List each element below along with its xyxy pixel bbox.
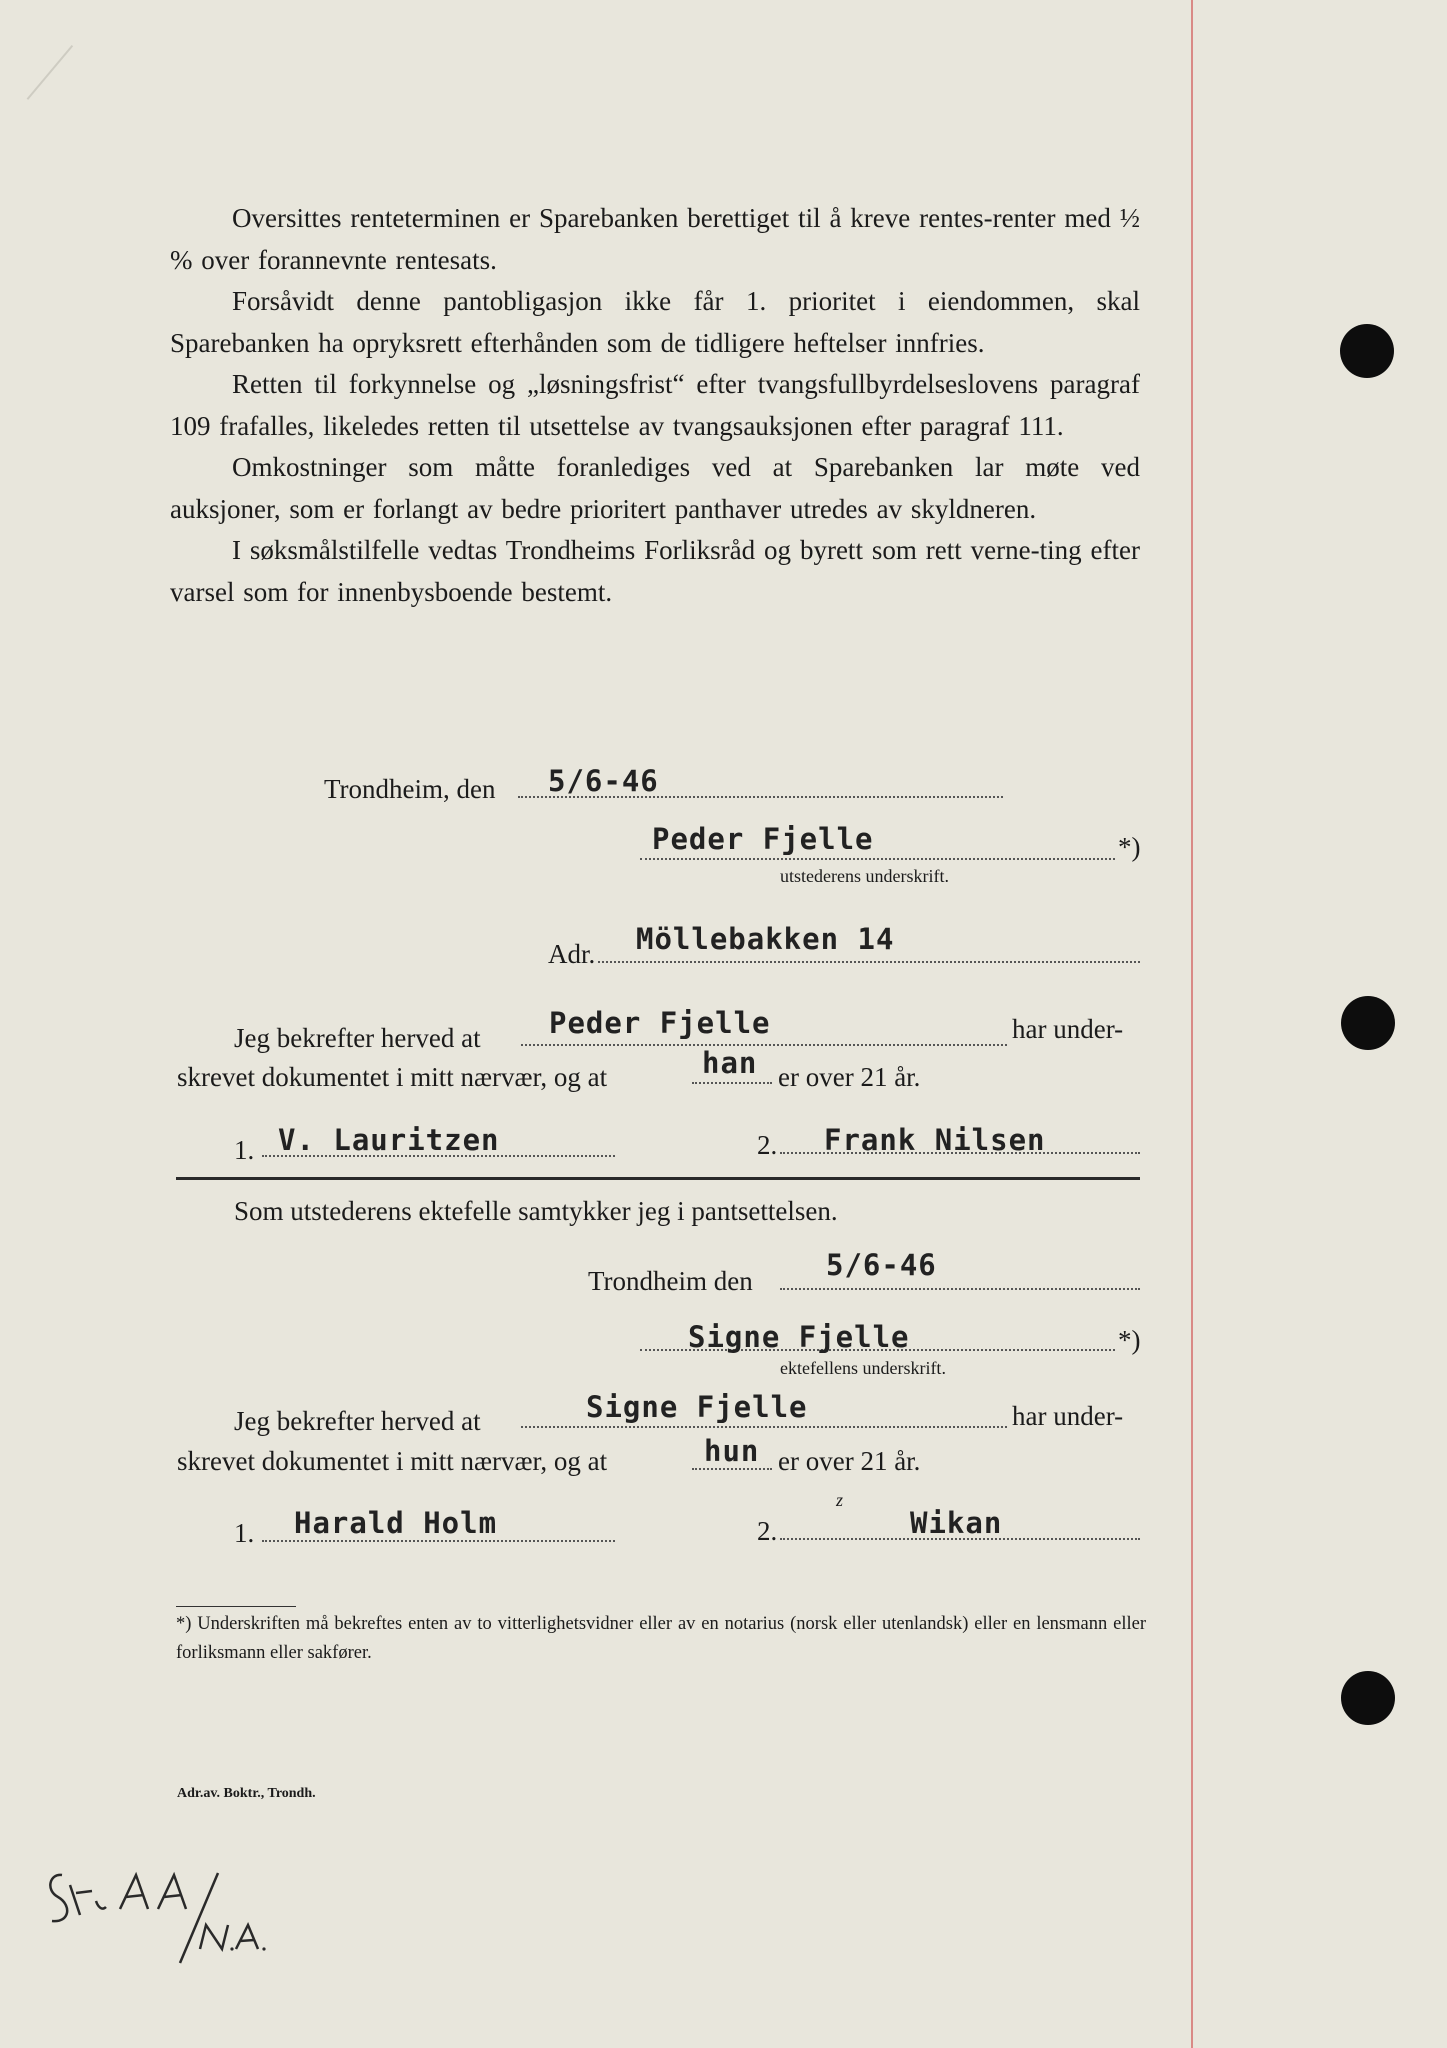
witness2-pronoun-line xyxy=(692,1468,772,1470)
paragraph-2: Forsåvidt denne pantobligasjon ikke får 1. prioritet i eiendommen, skal Sparebanken ha opryksrett efterhånden som de tidligere heftelser innfries. xyxy=(170,286,1140,358)
handwritten-annotation xyxy=(40,1845,300,1975)
witness1-signature-2: Frank Nilsen xyxy=(824,1123,1046,1157)
issuer-signature-line xyxy=(640,858,1115,860)
issue-date: 5/6-46 xyxy=(548,764,659,798)
issuer-footnote-mark: *) xyxy=(1118,832,1141,862)
section-divider xyxy=(176,1177,1140,1180)
paragraph-1: Oversittes renteterminen er Sparebanken berettiget til å kreve rentes-renter med ½ % over forannevnte rentesats. xyxy=(170,203,1140,275)
witness1-signer-name: Peder Fjelle xyxy=(549,1006,771,1040)
witness2-name-line xyxy=(521,1426,1007,1428)
paragraph-5: I søksmålstilfelle vedtas Trondheims Forliksråd og byrett som rett verne-ting efter varsel som for innenbysboende bestemt. xyxy=(170,535,1140,607)
witness1-number-2: 2. xyxy=(757,1130,778,1160)
witness1-pronoun-line xyxy=(692,1082,772,1084)
spouse-place-label: Trondheim den xyxy=(588,1266,753,1296)
spouse-date-line xyxy=(780,1288,1140,1290)
place-date-label: Trondheim, den xyxy=(324,774,496,804)
witness1-name-line xyxy=(521,1044,1007,1046)
terms-text xyxy=(170,198,1140,613)
witness2-line2-suffix: er over 21 år. xyxy=(778,1446,921,1476)
witness1-line2-prefix: skrevet dokumentet i mitt nærvær, og at xyxy=(177,1062,608,1092)
issuer-signature: Peder Fjelle xyxy=(652,822,874,856)
spouse-signature-caption: ektefellens underskrift. xyxy=(780,1358,946,1378)
address-line xyxy=(598,961,1140,963)
witness2-initial-mark: z xyxy=(836,1490,844,1510)
witness2-prefix: Jeg bekrefter herved at xyxy=(234,1406,481,1436)
footnote-rule xyxy=(176,1606,296,1607)
witness2-signature-2: Wikan xyxy=(910,1506,1003,1540)
witness2-line2-prefix: skrevet dokumentet i mitt nærvær, og at xyxy=(177,1446,608,1476)
witness2-number-2: 2. xyxy=(757,1516,778,1546)
witness2-signer-name: Signe Fjelle xyxy=(586,1390,808,1424)
punch-hole-2 xyxy=(1341,996,1395,1050)
witness2-number-1: 1. xyxy=(234,1518,255,1548)
issuer-address: Möllebakken 14 xyxy=(636,922,895,956)
punch-hole-3 xyxy=(1341,1671,1395,1725)
footnote: *) Underskriften må bekreftes enten av to vitterlighetsvidner eller av en notarius (norsk eller utenlandsk) eller en lensmann eller forliksmann eller sakfører. xyxy=(176,1614,1146,1663)
punch-hole-1 xyxy=(1340,324,1394,378)
paragraph-4: Omkostninger som måtte foranlediges ved at Sparebanken lar møte ved auksjoner, som er forlangt av bedre prioritert panthaver utredes av skyldneren. xyxy=(170,452,1140,524)
witness2-signature-1: Harald Holm xyxy=(294,1506,498,1540)
witness1-signature-1: V. Lauritzen xyxy=(278,1123,500,1157)
red-margin-line xyxy=(1191,0,1193,2048)
witness2-suffix: har under- xyxy=(1012,1401,1124,1431)
spouse-signature: Signe Fjelle xyxy=(688,1320,910,1354)
witness2-pronoun: hun xyxy=(704,1434,760,1468)
printer-imprint: Adr.av. Boktr., Trondh. xyxy=(177,1786,316,1801)
witness1-prefix: Jeg bekrefter herved at xyxy=(234,1023,481,1053)
witness1-suffix: har under- xyxy=(1012,1014,1124,1044)
witness2-sig1-line xyxy=(262,1540,615,1542)
issuer-signature-caption: utstederens underskrift. xyxy=(780,866,949,886)
witness1-number-1: 1. xyxy=(234,1135,255,1165)
corner-fold xyxy=(0,0,73,100)
paragraph-3: Retten til forkynnelse og „løsningsfrist“ efter tvangsfullbyrdelseslovens paragraf 109 frafalles, likeledes retten til utsettelse av tvangsauksjonen efter paragraf 111. xyxy=(170,369,1140,441)
spouse-date: 5/6-46 xyxy=(826,1248,937,1282)
address-label: Adr. xyxy=(548,939,596,969)
witness1-line2-suffix: er over 21 år. xyxy=(778,1062,921,1092)
witness1-pronoun: han xyxy=(702,1046,758,1080)
spouse-consent-text: Som utstederens ektefelle samtykker jeg i pantsettelsen. xyxy=(234,1196,838,1226)
spouse-footnote-mark: *) xyxy=(1118,1325,1141,1355)
